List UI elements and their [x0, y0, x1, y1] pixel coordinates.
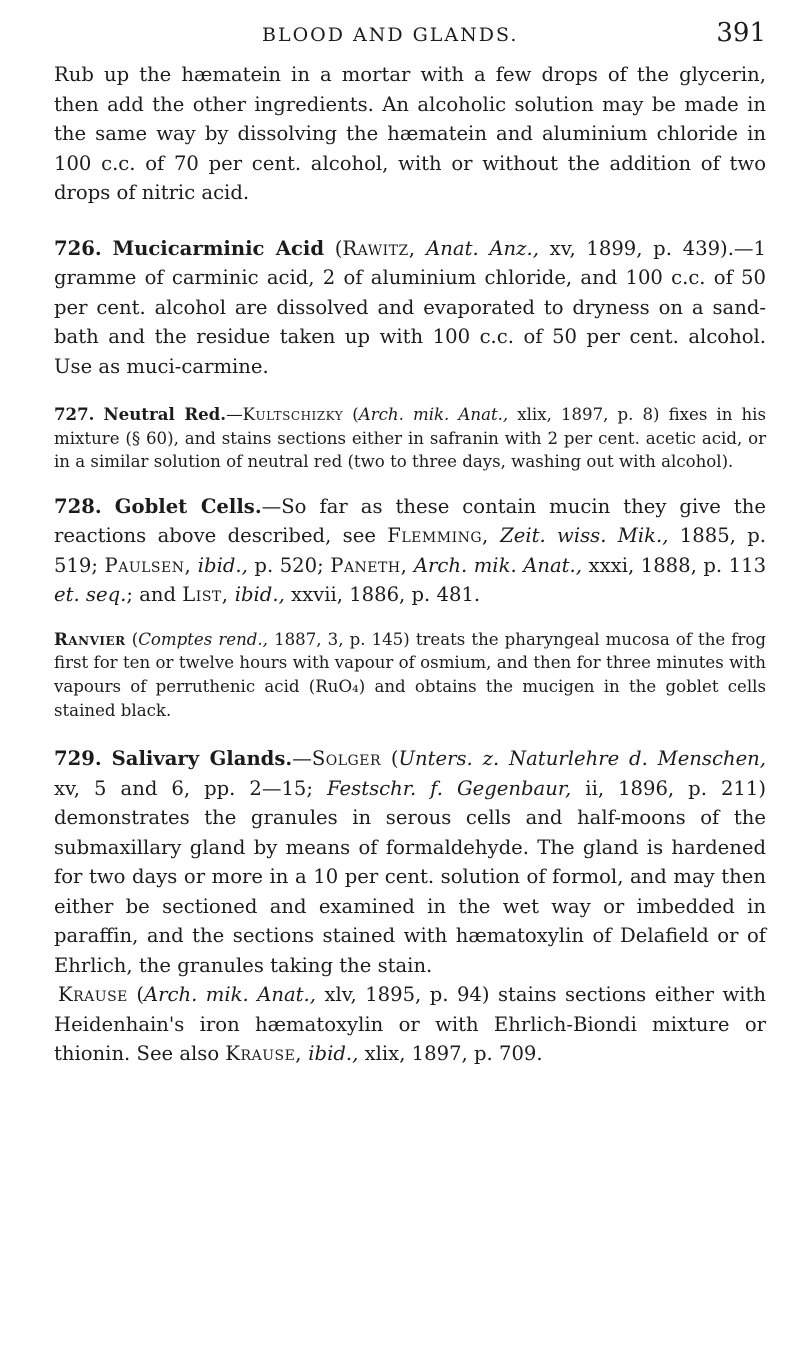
ranvier-journal: Comptes rend., [138, 629, 268, 649]
section-728-ref2-author: Paulsen, [104, 553, 192, 577]
section-726-number: 726. [54, 236, 102, 260]
section-728 [54, 492, 766, 610]
section-729-author: Solger [311, 747, 381, 771]
section-726-author: Rawitz, [342, 236, 416, 260]
section-728-ref3-end: ; and [126, 583, 177, 607]
krause-ref: xlv, 1895, p. 94) [324, 983, 490, 1007]
section-727-dash: — [226, 405, 243, 424]
section-726: 726. Mucicarminic Acid (Rawitz, Anat. Anz., xv, 1899, p. 439).—1 gramme of carminic acid, 2 of aluminium chloride, and 100 c.c. of 50 per cent. alcohol are dissolved and evaporated to dryness on a sand-bath and the residue taken up with 100 c.c. of 50 per cent. alcohol. Use as muci-carmine. [54, 236, 766, 378]
running-title: BLOOD AND GLANDS. [262, 24, 519, 46]
section-726-journal: Anat. Anz., [426, 236, 539, 260]
krause-author2: Krause, [225, 1042, 303, 1066]
section-726-body: 1 gramme of carminic acid, 2 of aluminium chloride, and 100 c.c. of 50 per cent. alcohol are dissolved and evaporated to dryness on a sand-bath and the residue taken up with 100 c.c. of 50 per cent. alcohol. Use as muci-carmine. [54, 236, 766, 378]
section-728-ref3-author: Paneth, [330, 553, 408, 577]
section-726-ref: xv, 1899, p. 439).— [549, 236, 754, 260]
book-page [54, 18, 766, 1069]
section-728-ref3-etseq: et. seq. [54, 583, 127, 607]
section-728-ref1-tail: 1885, p. 519; [54, 524, 767, 577]
krause-body: stains sections either with Heidenhain's iron hæmatoxylin or with Ehrlich-Biondi mixture or thionin. See also [54, 983, 766, 1066]
section-727-number: 727. [54, 404, 95, 424]
section-727-ref: xlix, 1897, p. 8) [517, 405, 660, 424]
section-728-ref4-author: List, [182, 583, 229, 607]
section-726-heading: Mucicarminic Acid [112, 236, 325, 260]
running-head [54, 18, 766, 58]
section-728-ref3-journal: Arch. mik. Anat., [413, 553, 582, 577]
krause-author: Krause [58, 983, 128, 1007]
section-728-ref3-tail: xxxi, 1888, p. 113 [588, 553, 767, 577]
section-728-ref1-author: Flemming, [387, 524, 489, 548]
krause-ibid: ibid., [308, 1042, 359, 1066]
section-728-lead: —So far as these contain mucin they give the reactions above described, see [54, 494, 766, 548]
section-728-ref1-journal: Zeit. wiss. Mik., [500, 524, 669, 548]
krause-end: xlix, 1897, p. 709. [364, 1042, 543, 1066]
ranvier-body: treats the pharyngeal mucosa of the frog first for ten or twelve hours with vapour of osmium, and then for three minutes with vapours of perruthenic acid (RuO₄) and obtains the mucigen in the goblet cells stained black. [54, 629, 766, 720]
section-728-heading: Goblet Cells. [114, 494, 262, 518]
section-728-ref4-tail: xxvii, 1886, p. 481. [291, 583, 481, 607]
ranvier-paragraph: Ranvier (Comptes rend., 1887, 3, p. 145) treats the pharyngeal mucosa of the frog first for ten or twelve hours with vapour of osmium, and then for three minutes with vapours of perruthenic acid (RuO₄) and obtains the mucigen in the goblet cells stained black. [54, 628, 766, 720]
section-727-journal: Arch. mik. Anat., [358, 405, 509, 424]
section-729-body: ii, 1896, p. 211) demonstrates the granules in serous cells and half-moons of the submaxillary gland by means of formaldehyde. The gland is hardened for two days or more in a 10 per cent. solution of formol, and may then either be sectioned and examined in the wet way or imbedded in paraffin, and the sections stained with hæmatoxylin of Delafield or of Ehrlich, the granules taking the stain. [54, 776, 767, 977]
section-729-heading: Salivary Glands. [111, 747, 293, 771]
section-727-author: Kultschizky [242, 405, 344, 424]
krause-paragraph: Krause (Arch. mik. Anat., xlv, 1895, p. 94) stains sections either with Heidenhain's iron hæmatoxylin or with Ehrlich-Biondi mixture or thionin. See also Krause, ibid., xlix, 1897, p. 709. [54, 983, 766, 1066]
ranvier-author: Ranvier [54, 628, 126, 649]
section-728-number: 728. [54, 494, 102, 518]
section-727: 727. Neutral Red.—Kultschizky (Arch. mik. Anat., xlix, 1897, p. 8) fixes in his mixture (§ 60), and stains sections either in safranin with 2 per cent. acetic acid, or in a similar solution of neutral red (two to three days, washing out with alcohol). [54, 404, 766, 472]
section-727-heading: Neutral Red. [103, 404, 227, 424]
krause-journal: Arch. mik. Anat., [144, 983, 316, 1007]
section-729-number: 729. [54, 747, 102, 771]
section-728-ref4-ibid: ibid., [234, 583, 285, 607]
section-729-journal2: Festschr. f. Gegenbaur, [327, 776, 572, 800]
section-728-ref2-ibid: ibid., [197, 553, 248, 577]
ranvier-ref: 1887, 3, p. 145) [274, 629, 410, 649]
intro-paragraph: Rub up the hæmatein in a mortar with a few drops of the glycerin, then add the other ingredients. An alcoholic solution may be made in the same way by dissolving the hæmatein and aluminium chloride in 100 c.c. of 70 per cent. alcohol, with or without the addition of two drops of nitric acid. [54, 63, 766, 204]
section-729-journal1: Unters. z. Naturlehre d. Menschen, [398, 747, 767, 771]
section-729: 729. Salivary Glands.—Solger (Unters. z. Naturlehre d. Menschen, xv, 5 and 6, pp. 2—15; Festschr. f. Gegenbaur, ii, 1896, p. 211) demonstrates the granules in serous cells and half-moons of the submaxillary gland by means of formaldehyde. The gland is hardened for two days or more in a 10 per cent. solution of formol, and may then either be sectioned and examined in the wet way or imbedded in paraffin, and the sections stained with hæmatoxylin of Delafield or of Ehrlich, the granules taking the stain. [54, 747, 767, 977]
section-728-ref2-tail: p. 520; [254, 553, 324, 577]
section-727-body: fixes in his mixture (§ 60), and stains sections either in safranin with 2 per cent. acetic acid, or in a similar solution of neutral red (two to three days, washing out with alcohol). [54, 405, 766, 472]
page-number: 391 [716, 18, 766, 48]
section-729-dash: — [292, 747, 312, 771]
section-729-mid: xv, 5 and 6, pp. 2—15; [54, 776, 314, 800]
